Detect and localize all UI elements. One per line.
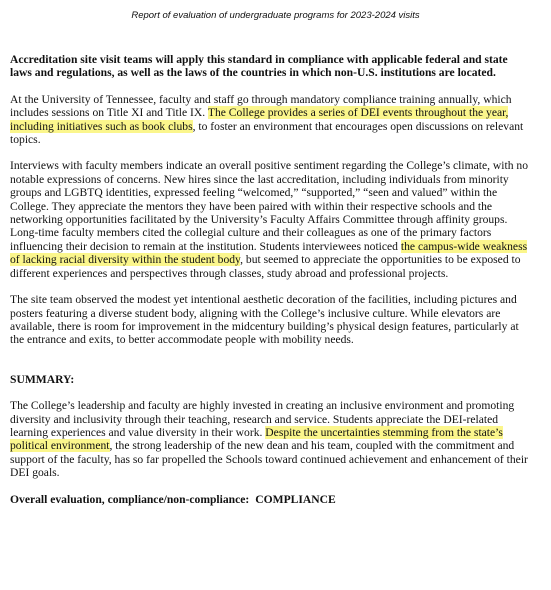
para1-text-a: At the University of Tennessee, faculty and staff go through mandatory compliance training annually, which includes sessions on Title XI and Title IX. [10, 92, 512, 120]
interviews-paragraph [10, 159, 530, 280]
facilities-paragraph: The site team observed the modest yet intentional aesthetic decoration of the facilities, including pictures and posters featuring a diverse student body, aligning with the College’s inclusive culture. While elevators are available, there is room for improvement in the midcentury building’s physical design features, particularly at the entrance and exits, to better accommodate people with mobility needs. [10, 293, 519, 347]
overall-evaluation-label: Overall evaluation, compliance/non-compliance: [10, 492, 250, 506]
report-body [10, 53, 530, 506]
para1-highlight: The College provides a series of DEI events throughout the year, including initiatives such as book clubs [10, 106, 509, 133]
summary-heading: SUMMARY: [10, 372, 75, 386]
summary-text-a: The College’s leadership and faculty are highly invested in creating an inclusive environment and promoting diversity and inclusivity through their teaching, research and service. Students appreciate the DEI-related learning experiences and value diversity in their work. [10, 399, 515, 439]
accreditation-standard-text: Accreditation site visit teams will apply this standard in compliance with applicable federal and state laws and regulations, as well as the laws of the countries in which non-U.S. institutions are located. [10, 53, 508, 80]
para2-text-a: Interviews with faculty members indicate an overall positive sentiment regarding the College’s climate, with no notable expressions of concerns. New hires since the last accreditation, including individuals from minority groups and LGBTQ identities, expressed feeling “welcomed,” “supported,” “seen and valued” within the College. They appreciate the mentors they have been paired with within their respective schools and the networking opportunities facilitated by the University’s Faculty Affairs Committee through affinity groups. Long-time faculty members cited the collegial culture and their colleagues as one of the primary factors influencing their decision to remain at the institution. Students interviewees noticed [10, 159, 529, 253]
overall-evaluation [10, 493, 530, 506]
para2-text-b: , but seemed to appreciate the opportunities to be exposed to different experiences and perspectives through classes, study abroad and professional projects. [10, 253, 521, 280]
para2-highlight: the campus-wide weakness of lacking racial diversity within the student body [10, 239, 528, 267]
report-header: Report of evaluation of undergraduate programs for 2023-2024 visits [131, 10, 420, 21]
summary-paragraph [10, 399, 530, 479]
overall-evaluation-result: COMPLIANCE [255, 492, 336, 506]
summary-highlight: Despite the uncertainties stemming from the state’s political environment [10, 425, 503, 453]
para1-text-b: , to foster an environment that encourages open discussions on relevant topics. [10, 119, 524, 147]
compliance-training-paragraph [10, 93, 530, 147]
summary-text-b: , the strong leadership of the new dean and his team, coupled with the commitment and support of the faculty, has so far propelled the Schools toward continued achievement and enhancement of their DEI goals. [10, 439, 528, 480]
